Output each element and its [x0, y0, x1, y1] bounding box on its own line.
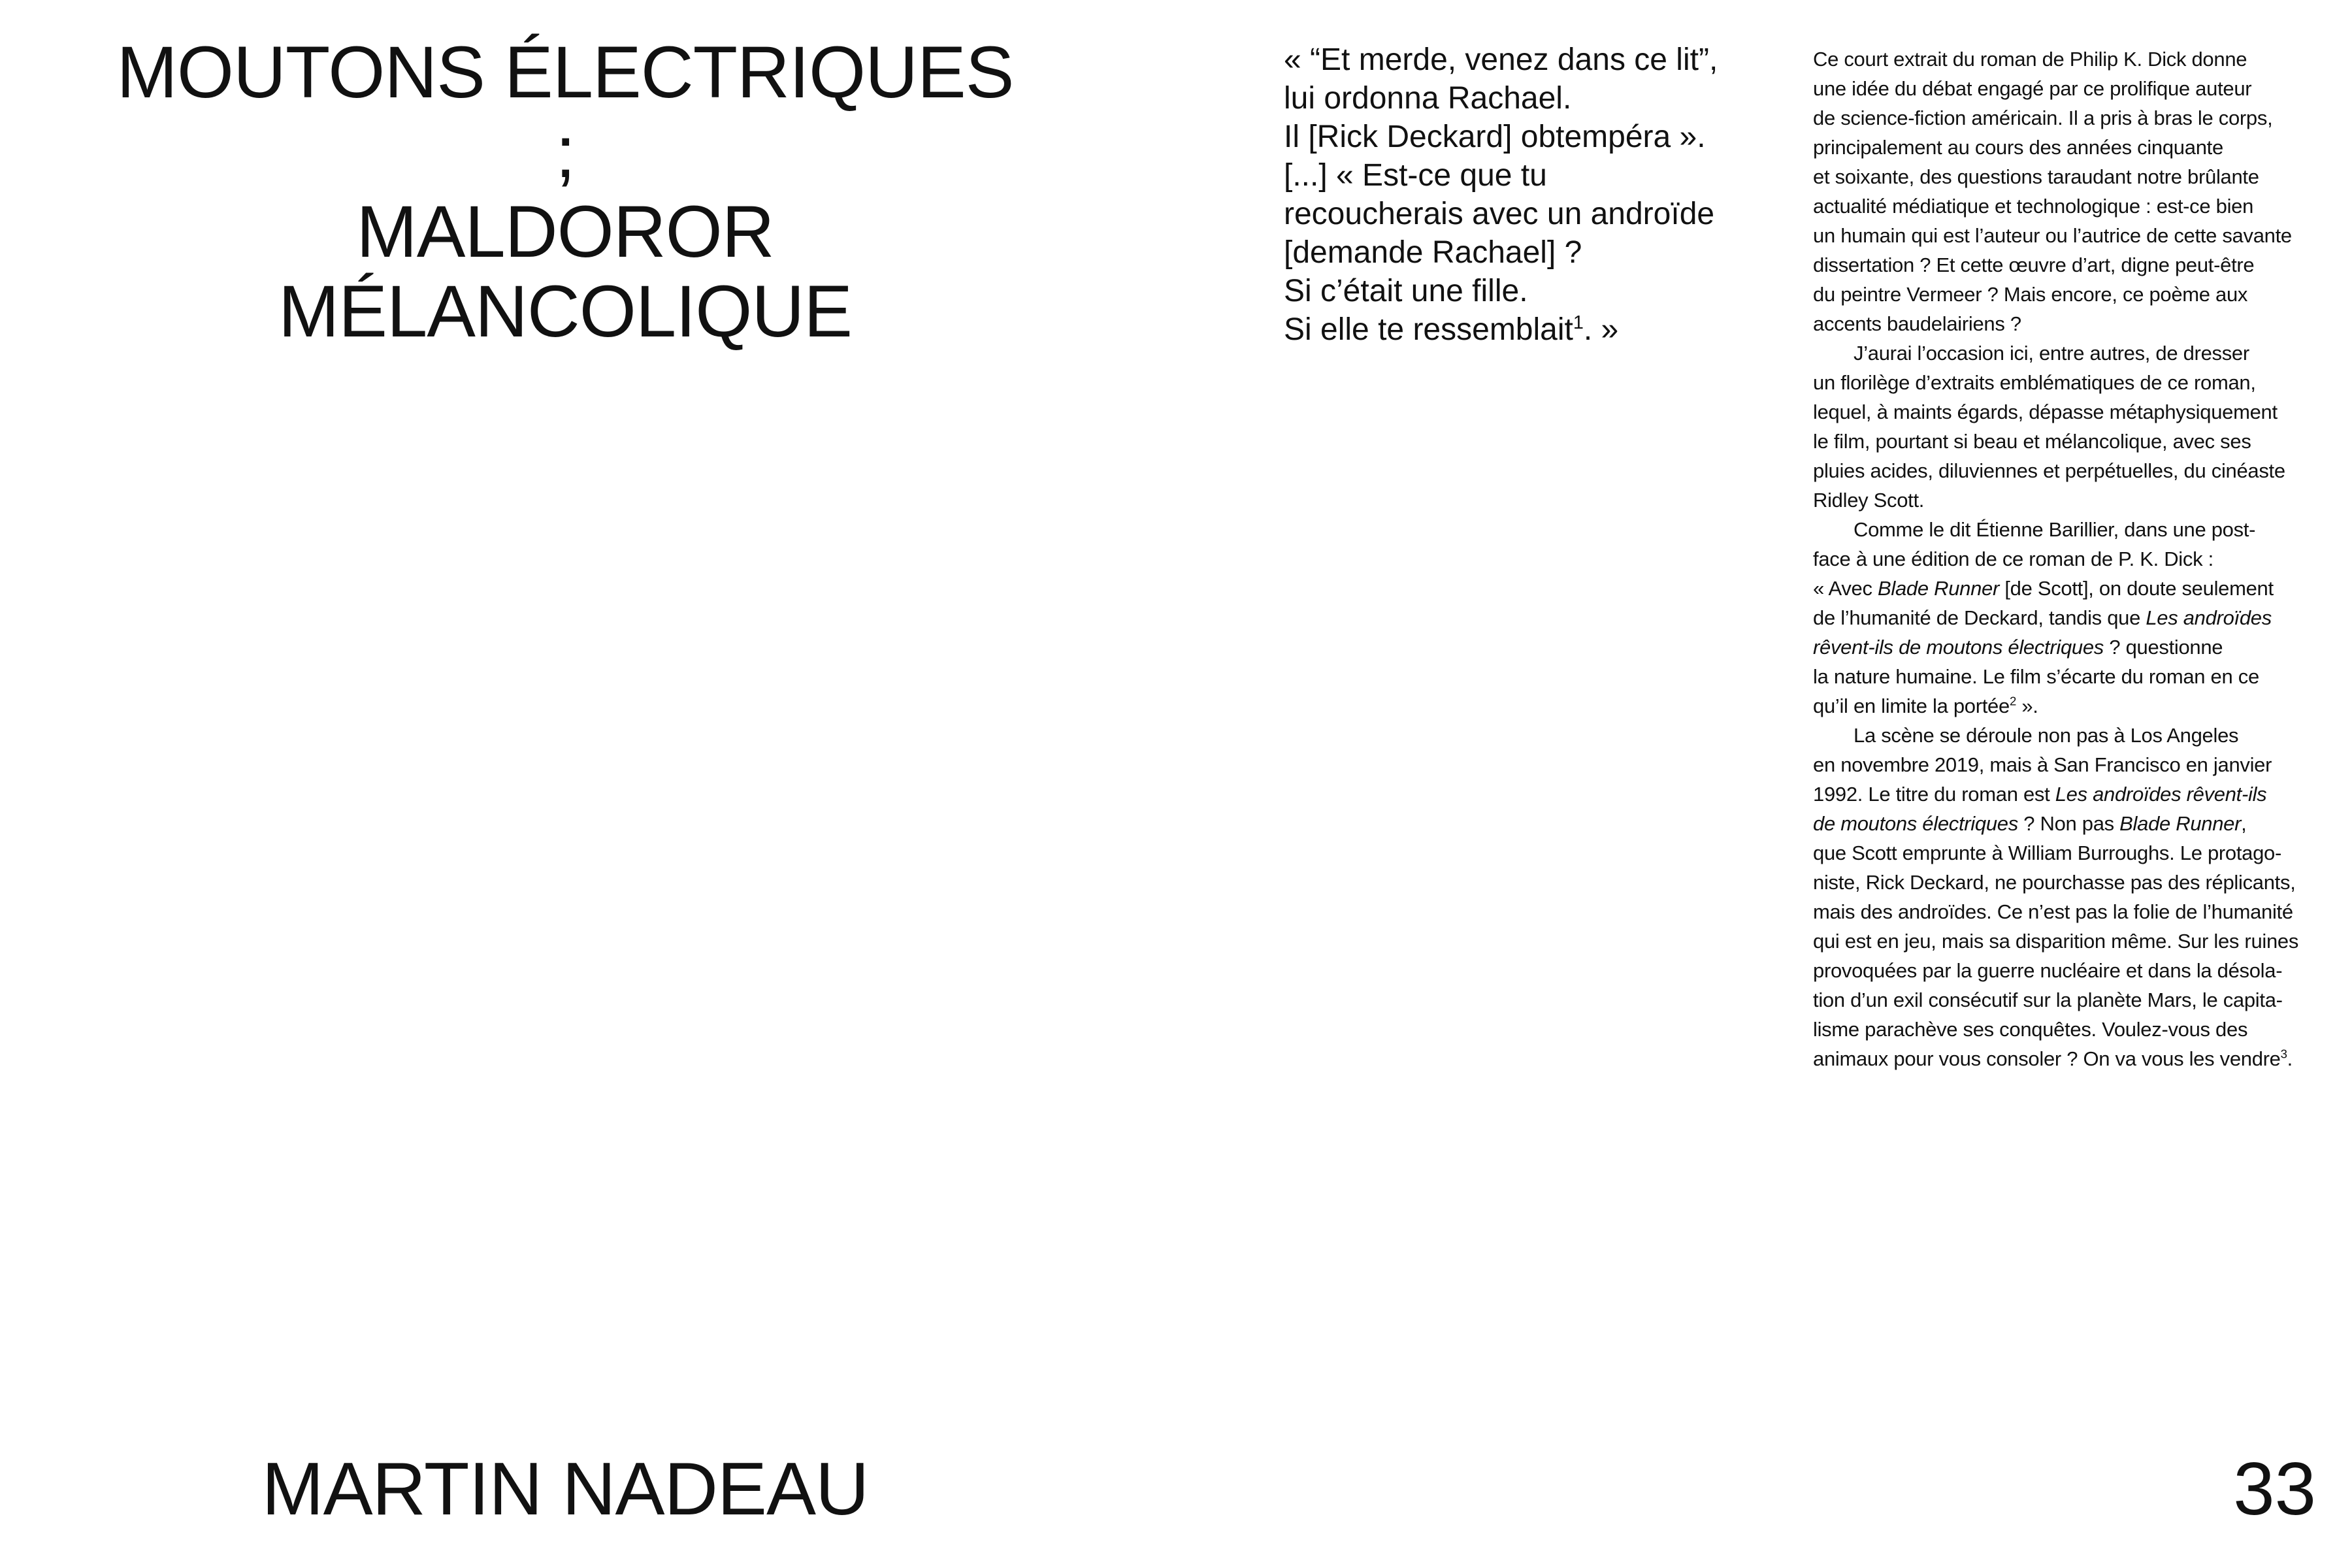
- body-line: mais des androïdes. Ce n’est pas la folie de l’humanité: [1813, 900, 2293, 923]
- body-line: J’aurai l’occasion ici, entre autres, de dresser: [1854, 342, 2249, 365]
- page-title: [98, 33, 1032, 351]
- body-line: pluies acides, diluviennes et perpétuelles, du cinéaste: [1813, 459, 2285, 482]
- body-text-run: ,: [2241, 812, 2247, 835]
- body-text-run: qu’il en limite la portée: [1813, 694, 2010, 717]
- page-number: 33: [2233, 1448, 2316, 1531]
- epigraph-line: [demande Rachael] ?: [1284, 235, 1582, 270]
- body-line: [1813, 809, 2329, 838]
- footnote-ref-1: 1: [1573, 312, 1584, 333]
- film-title: Blade Runner: [2119, 812, 2242, 835]
- body-line: provoquées par la guerre nucléaire et dans la désola-: [1813, 959, 2283, 982]
- body-line: [1813, 691, 2329, 721]
- body-line: [1813, 574, 2329, 603]
- title-line-4: MÉLANCOLIQUE: [278, 270, 852, 352]
- body-line: de science-fiction américain. Il a pris à bras le corps,: [1813, 106, 2273, 129]
- body-line: et soixante, des questions taraudant notre brûlante: [1813, 165, 2259, 188]
- body-text: [1813, 44, 2329, 1073]
- footnote-ref-2: 2: [2009, 694, 2016, 708]
- epigraph-line: [...] « Est-ce que tu: [1284, 158, 1547, 193]
- body-line: la nature humaine. Le film s’écarte du roman en ce: [1813, 665, 2259, 688]
- title-line-3: MALDOROR: [356, 191, 774, 272]
- epigraph-line: « “Et merde, venez dans ce lit”,: [1284, 42, 1718, 77]
- body-line: principalement au cours des années cinquante: [1813, 136, 2223, 159]
- body-line: [1813, 632, 2329, 662]
- title-line-2: ;: [555, 111, 576, 193]
- body-text-run: animaux pour vous consoler ? On va vous les vendre: [1813, 1047, 2281, 1070]
- body-line: lisme parachève ses conquêtes. Voulez-vous des: [1813, 1018, 2248, 1041]
- epigraph-line: lui ordonna Rachael.: [1284, 81, 1572, 116]
- body-text-run: ? questionne: [2104, 636, 2223, 659]
- epigraph-text: Si elle te ressemblait: [1284, 312, 1573, 347]
- body-line: Comme le dit Étienne Barillier, dans une post-: [1854, 518, 2256, 541]
- epigraph-quote: [1284, 41, 1780, 349]
- body-text-run: [de Scott], on doute seulement: [1999, 577, 2274, 600]
- epigraph-line: [1284, 310, 1780, 349]
- body-text-run: ».: [2016, 694, 2038, 717]
- epigraph-text: . »: [1583, 312, 1619, 347]
- epigraph-line: Il [Rick Deckard] obtempéra ».: [1284, 120, 1706, 154]
- body-line: dissertation ? Et cette œuvre d’art, digne peut-être: [1813, 253, 2255, 276]
- body-line: lequel, à maints égards, dépasse métaphysiquement: [1813, 400, 2278, 423]
- body-line: un humain qui est l’auteur ou l’autrice de cette savante: [1813, 224, 2292, 247]
- body-line: qui est en jeu, mais sa disparition même. Sur les ruines: [1813, 930, 2299, 953]
- body-line: [1813, 779, 2329, 809]
- body-line: du peintre Vermeer ? Mais encore, ce poème aux: [1813, 283, 2248, 306]
- body-text-run: de l’humanité de Deckard, tandis que: [1813, 606, 2146, 629]
- author-name: MARTIN NADEAU: [261, 1448, 869, 1531]
- footnote-ref-3: 3: [2280, 1047, 2287, 1061]
- body-line: [1813, 603, 2329, 632]
- body-text-run: « Avec: [1813, 577, 1878, 600]
- novel-title: de moutons électriques: [1813, 812, 2018, 835]
- body-line: accents baudelairiens ?: [1813, 312, 2021, 335]
- body-text-run: .: [2287, 1047, 2293, 1070]
- body-line: actualité médiatique et technologique : est-ce bien: [1813, 195, 2254, 218]
- body-line: que Scott emprunte à William Burroughs. Le protago-: [1813, 841, 2282, 864]
- body-line: niste, Rick Deckard, ne pourchasse pas des réplicants,: [1813, 871, 2296, 894]
- body-line: [1813, 1044, 2329, 1073]
- body-line: une idée du débat engagé par ce prolifique auteur: [1813, 77, 2252, 100]
- epigraph-line: Si c’était une fille.: [1284, 274, 1528, 308]
- body-line: tion d’un exil consécutif sur la planète Mars, le capita-: [1813, 988, 2283, 1011]
- body-line: un florilège d’extraits emblématiques de ce roman,: [1813, 371, 2256, 394]
- title-line-1: MOUTONS ÉLECTRIQUES: [116, 31, 1014, 113]
- body-line: Ce court extrait du roman de Philip K. Dick donne: [1813, 48, 2247, 71]
- novel-title: Les androïdes rêvent-ils: [2055, 783, 2267, 806]
- body-line: La scène se déroule non pas à Los Angeles: [1854, 724, 2239, 747]
- body-line: en novembre 2019, mais à San Francisco en janvier: [1813, 753, 2272, 776]
- film-title: Blade Runner: [1878, 577, 1999, 600]
- body-line: le film, pourtant si beau et mélancolique, avec ses: [1813, 430, 2251, 453]
- body-text-run: 1992. Le titre du roman est: [1813, 783, 2055, 806]
- body-line: Ridley Scott.: [1813, 489, 1925, 512]
- epigraph-line: recoucherais avec un androïde: [1284, 197, 1715, 231]
- novel-title: Les androïdes: [2146, 606, 2272, 629]
- body-line: face à une édition de ce roman de P. K. Dick :: [1813, 547, 2213, 570]
- novel-title: rêvent-ils de moutons électriques: [1813, 636, 2104, 659]
- body-text-run: ? Non pas: [2017, 812, 2120, 835]
